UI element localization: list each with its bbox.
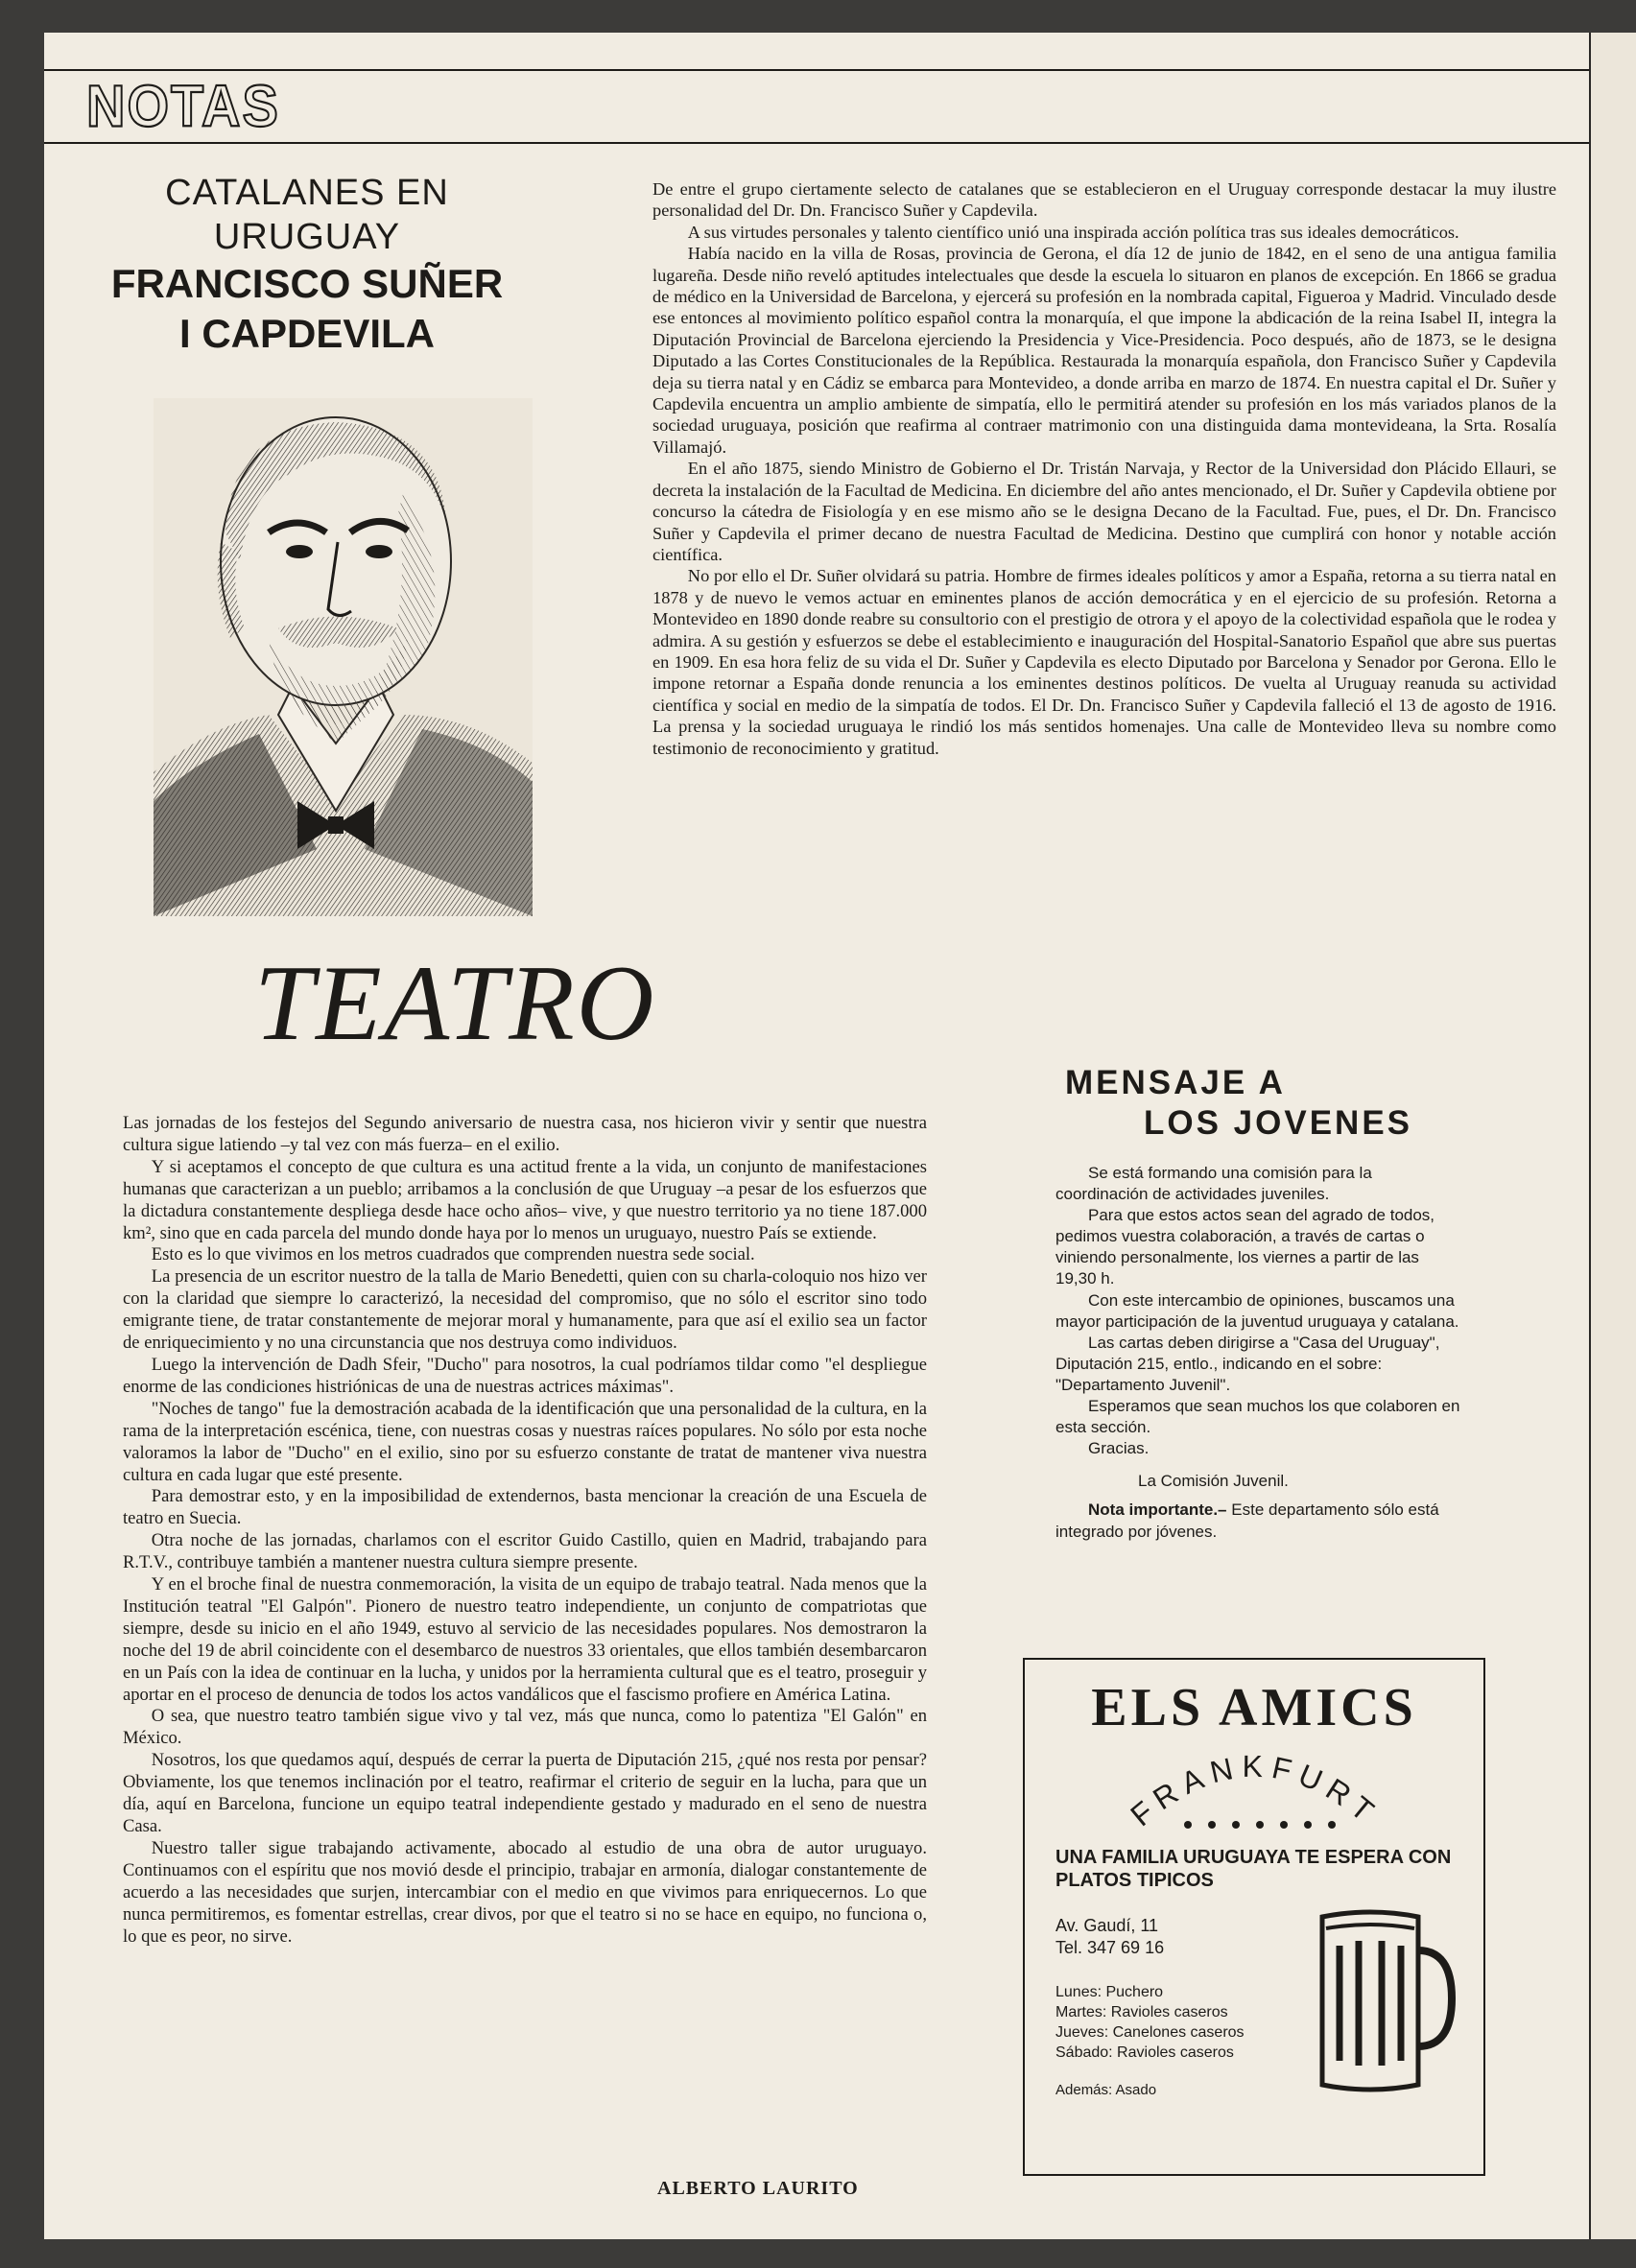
els-amics-advertisement [1023,1658,1485,2176]
teatro-article [123,1113,927,1948]
mensaje-paragraph: Para que estos actos sean del agrado de todos, pedimos vuestra colaboración, a través de cartas o viniendo personalmente, los viernes a partir de las 19,30 h. [1055,1206,1435,1288]
teatro-paragraph: Luego la intervención de Dadh Sfeir, "Ducho" para nosotros, la cual podríamos tildar como "el despliegue enorme de las condiciones histriónicas de una de nuestras actrices máximas". [123,1354,927,1397]
teatro-paragraph: Las jornadas de los festejos del Segundo aniversario de nuestra casa, nos hicieron vivir y sentir que nuestra cultura sigue latiendo –y tal vez con más fuerza– en el exilio. [123,1113,927,1155]
teatro-paragraph: Otra noche de las jornadas, charlamos con el escritor Guido Castillo, quien en Madrid, trabajando para R.T.V., contribuye también a mantener nuestra cultura siempre presente. [123,1530,927,1573]
catalanes-title-line1: CATALANES EN [165,173,449,213]
ad-name: ELS AMICS [1091,1678,1417,1737]
ad-ademas: Además: Asado [1055,2082,1157,2098]
article-author: ALBERTO LAURITO [657,2178,859,2199]
mensaje-title [1065,1063,1412,1144]
teatro-paragraph: Y si aceptamos el concepto de que cultura es una actitud frente a la vida, un conjunto de manifestaciones humanas que caracterizan a un pueblo; arribamos a la conclusión de que Uruguay –a pesar de los esfuerzos que la dictadura constantemente despliega desde hace ocho años– vive, y que nuestro territorio ya no tiene 187.000 km², sino que en cada parcela del mundo donde haya por lo menos un uruguayo, nuestro País se extiende. [123,1156,927,1243]
ad-tagline: UNA FAMILIA URUGUAYA TE ESPERA CON PLATOS TIPICOS [1055,1847,1452,1891]
mensaje-note-label: Nota importante.– [1088,1500,1227,1520]
bio-paragraph: A sus virtudes personales y talento científico unió una inspirada acción política tras sus ideales democráticos. [687,222,1459,242]
mensaje-paragraph: Con este intercambio de opiniones, buscamos una mayor participación de la juventud uruguaya y catalana. [1055,1290,1459,1331]
mensaje-paragraph: Se está formando una comisión para la coordinación de actividades juveniles. [1055,1164,1372,1204]
mensaje-signature: La Comisión Juvenil. [1138,1472,1289,1491]
catalanes-title-line4: I CAPDEVILA [178,311,436,356]
header-rule-bottom [44,142,1589,144]
mensaje-paragraph: Esperamos que sean muchos los que colaboren en esta sección. [1055,1397,1460,1437]
ad-menu-item: Lunes: Puchero [1055,1984,1164,2000]
catalanes-article [652,178,1556,759]
bio-paragraph: De entre el grupo ciertamente selecto de catalanes que se establecieron en el Uruguay corresponde destacar la muy ilustre personalidad del Dr. Dn. Francisco Suñer y Capdevila. [652,179,1556,221]
mensaje-note-text: Este departamento sólo está integrado por jóvenes. [1055,1500,1439,1541]
ad-arc-text: FRANKFURT [1124,1748,1387,1833]
teatro-paragraph: O sea, que nuestro teatro también sigue vivo y tal vez, más que nunca, como lo patentiza "El Galón" en México. [123,1706,927,1749]
catalanes-title-line3: FRANCISCO SUÑER [110,261,504,306]
frankfurt-arc [1111,1738,1399,1844]
catalanes-title-line2: URUGUAY [213,217,401,257]
teatro-paragraph: Nuestro taller sigue trabajando activamente, abocado al estudio de una obra de autor uruguayo. Continuamos con el espíritu que nos movió desde el principio, trabajar en armonía, dialogar constantemente de acuerdo a las necesidades que surjen, intercambiar con el medio en que vivimos para enriquecernos. Lo que nunca permitiremos, es fomentar estrellas, crear divos, por que el teatro si no se hace en equipo, no funciona o, lo que es peor, no sirve. [123,1837,927,1947]
ad-phone: Tel. 347 69 16 [1055,1938,1165,1957]
mensaje-title-line2: LOS JOVENES [1144,1104,1413,1142]
teatro-paragraph: "Noches de tango" fue la demostración acabada de la identificación que una personalidad de la cultura, en la rama de la interpretación escénica, tiene, con nuestras cosas y nuestras raíces populares. No sólo por esta noche valoramos la labor de "Ducho" en el exilio, sino por su esfuerzo constante de tratat de mantener viva nuestra cultura en cada lugar que esté presente. [123,1398,927,1485]
ad-menu [1055,1982,1245,2063]
portrait-engraving [154,398,533,916]
ad-menu-item: Jueves: Canelones caseros [1055,2024,1245,2041]
ad-contact [1055,1915,1164,1959]
section-header: NOTAS [86,72,280,139]
ad-address: Av. Gaudí, 11 [1055,1916,1159,1935]
mensaje-paragraph: Gracias. [1088,1439,1150,1458]
mensaje-body [1055,1163,1460,1543]
teatro-paragraph: Nosotros, los que quedamos aquí, después de cerrar la puerta de Diputación 215, ¿qué nos resta por pensar? Obviamente, los que tenemos inclinación por el teatro, reafirmar el criterio de seguir en la lucha, para que un día, aquí en Barcelona, funcione un equipo teatral independiente gestado y madurado en el seno de nuestra Casa. [123,1750,927,1836]
portrait-illustration [154,398,533,916]
teatro-title: TEATRO [254,944,656,1063]
svg-text:FRANKFURT [1124,1749,1386,1833]
ad-menu-item: Sábado: Ravioles caseros [1055,2044,1234,2061]
mensaje-title-line1: MENSAJE A [1065,1064,1286,1101]
teatro-paragraph: La presencia de un escritor nuestro de la talla de Mario Benedetti, quien con su charla-coloquio nos hizo ver con la claridad que siempre lo caracterizó, la necesidad del compromiso, que no sólo el escritor sino todo emigrante tiene, de tratar constantemente de mejorar moral y humanamente, para que así el exilio sea un factor de enriquecimiento y no una circunstancia que nos destruya como individuos. [123,1266,927,1354]
teatro-paragraph: Para demostrar esto, y en la imposibilidad de extendernos, basta mencionar la creación de una Escuela de teatro en Suecia. [123,1486,927,1529]
bio-paragraph: Había nacido en la villa de Rosas, provincia de Gerona, el día 12 de junio de 1842, en el seno de una antigua familia lugareña. Desde niño reveló aptitudes intelectuales que desde la escuela lo situaron en planos de excepción. En 1866 se gradua de médico en la Universidad de Barcelona, y ejercerá su profesión en la nombrada capital, Figueroa y Madrid. Vinculado desde ese entonces al movimiento político español contra la monarquía, el que impone la abdicación de la reina Isabel II, integra la Diputación Provincial de Barcelona ejerciendo la Presidencia y Vice-Presidencia. Poco después, año de 1873, se le designa Diputado a las Cortes Constitucionales de la República. Restaurada la monarquía española, don Francisco Suñer y Capdevila deja su tierra natal y en Cádiz se embarca para Montevideo, a donde arriba en marzo de 1874. En nuestra capital el Dr. Suñer y Capdevila encuentra un amplio ambiente de simpatía, ello le permitirá atender su profesión en los más variados planos de la sociedad uruguaya, posición que reafirma al contraer matrimonio con una distinguida dama montevideana, la Srta. Rosalía Villamajó. [652,244,1556,457]
header-rule-top [44,69,1589,71]
bio-paragraph: En el año 1875, siendo Ministro de Gobierno el Dr. Tristán Narvaja, y Rector de la Universidad don Plácido Ellauri, se decreta la instalación de la Facultad de Medicina. En diciembre del año antes mencionado, el Dr. Suñer y Capdevila obtiene por concurso la cátedra de Fisiología y en ese mismo año se le designa Decano de la Facultad. Fue, pues, el Dr. Dn. Francisco Suñer y Capdevila el primer decano de nuestra Facultad de Medicina. Destino que cumplirá con honor y notable acción científica. [652,459,1556,564]
ad-menu-item: Martes: Ravioles caseros [1055,2004,1228,2020]
mensaje-paragraph: Las cartas deben dirigirse a "Casa del Uruguay", Diputación 215, entlo., indicando en el sobre: "Departamento Juvenil". [1055,1333,1440,1394]
ad-dots [1184,1821,1336,1829]
bio-paragraph: No por ello el Dr. Suñer olvidará su patria. Hombre de firmes ideales políticos y amor a España, retorna a su tierra natal en 1878 y de nuevo le vemos actuar en eminentes planos de acción democrática y en el ejercicio de su profesión. Retorna a Montevideo en 1890 donde reabre su consultorio con el prestigio de otrora y el apoyo de la colectividad española que le rodea y admira. A su gestión y esfuerzos se debe el establecimiento e inauguración del Hospital-Sanatorio Español que abre sus puertas en 1909. En esa hora feliz de su vida el Dr. Suñer y Capdevila es electo Diputado por Barcelona y Senador por Gerona. Ello le impone retornar a España donde renuncia a los eminentes destinos políticos. De vuelta al Uruguay reanuda su actividad científica y social en medio de la simpatía de todos. El Dr. Dn. Francisco Suñer y Capdevila falleció el 13 de agosto de 1916. La prensa y la sociedad uruguaya le rindió los más sentidos homenajes. Una calle de Montevideo lleva su nombre como testimonio de reconocimiento y gratitud. [652,566,1556,758]
beer-mug-icon [1313,1907,1457,2099]
teatro-paragraph: Y en el broche final de nuestra conmemoración, la visita de un equipo de trabajo teatral. Nada menos que la Institución teatral "El Galpón". Pionero de nuestro teatro independiente, un conjunto de compatriotas que siempre, desde su inicio en el año 1949, estuvo al servicio de las necesidades populares. Nos demostraron la noche del 19 de abril coincidente con el desembarco de nuestros 33 orientales, que ellos también desembarcaron en un País con la idea de continuar en la lucha, y unidos por la herramienta cultural que es el teatro, proseguir y aportar en el proceso de denuncia de todos los actos vandálicos que el fascismo profiere en América Latina. [123,1574,927,1705]
catalanes-title [77,171,537,359]
adjacent-page-edge [1589,33,1636,2239]
teatro-paragraph: Esto es lo que vivimos en los metros cuadrados que comprenden nuestra sede social. [151,1244,755,1265]
